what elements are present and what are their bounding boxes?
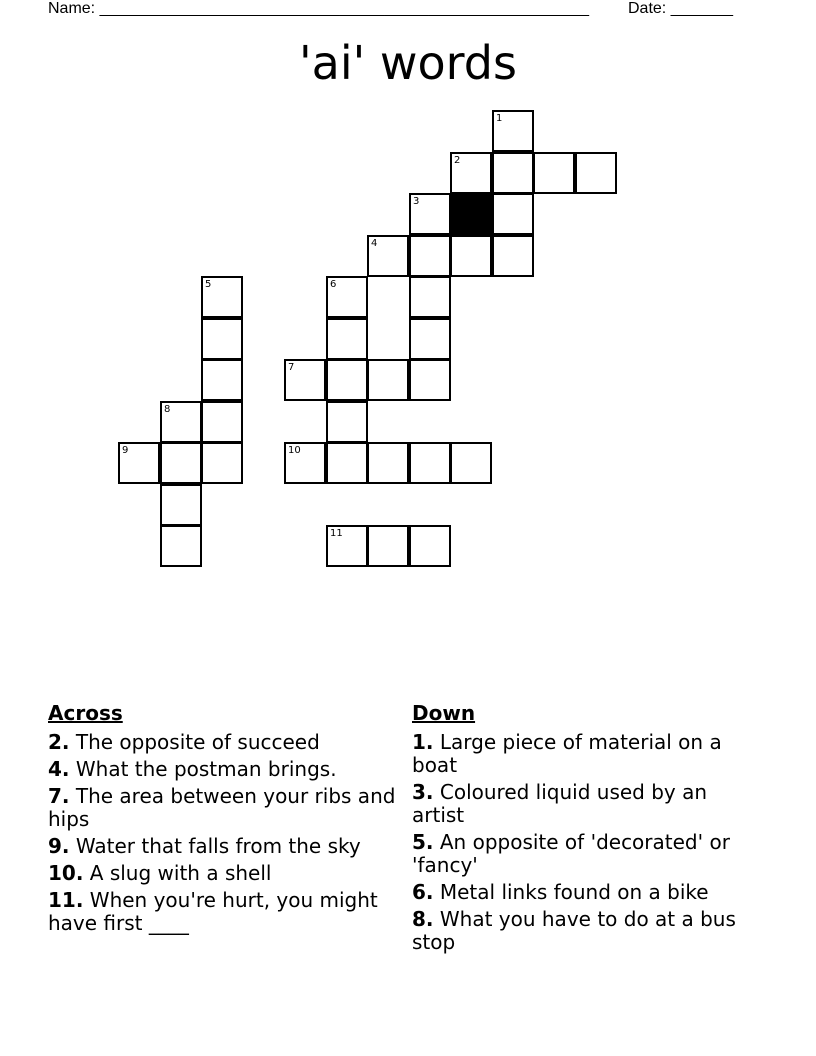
clue-num: 2. xyxy=(48,730,70,754)
grid-cell-7[interactable] xyxy=(284,359,326,401)
grid-cell[interactable] xyxy=(409,276,451,318)
clue-num: 4. xyxy=(48,757,70,781)
grid-cell[interactable] xyxy=(492,235,534,277)
grid-cell-4[interactable] xyxy=(367,235,409,277)
clue-text: An opposite of 'decorated' or 'fancy' xyxy=(412,830,730,877)
clue-number: 3 xyxy=(413,196,420,207)
grid-cell[interactable] xyxy=(492,152,534,194)
clue-number: 11 xyxy=(330,528,343,539)
grid-cell[interactable] xyxy=(409,235,451,277)
clue-number: 9 xyxy=(122,445,129,456)
grid-cell-1[interactable] xyxy=(492,110,534,152)
grid-cell[interactable] xyxy=(367,359,409,401)
grid-cell-10[interactable] xyxy=(284,442,326,484)
grid-cell[interactable] xyxy=(160,484,202,526)
clue-text: Large piece of material on a boat xyxy=(412,730,722,777)
grid-cell[interactable] xyxy=(326,442,368,484)
clue-item xyxy=(48,862,398,885)
grid-cell[interactable] xyxy=(201,442,243,484)
grid-cell-11[interactable] xyxy=(326,525,368,567)
clue-num: 9. xyxy=(48,834,70,858)
clue-item xyxy=(412,781,762,827)
grid-cell[interactable] xyxy=(326,318,368,360)
clue-number: 4 xyxy=(371,238,378,249)
grid-cell[interactable] xyxy=(575,152,617,194)
clue-item xyxy=(48,835,398,858)
grid-cell[interactable] xyxy=(409,359,451,401)
clue-text: What you have to do at a bus stop xyxy=(412,907,736,954)
grid-cell-8[interactable] xyxy=(160,401,202,443)
clue-text: A slug with a shell xyxy=(83,861,272,885)
clue-number: 1 xyxy=(496,113,503,124)
grid-cell[interactable] xyxy=(160,442,202,484)
grid-cell[interactable] xyxy=(201,359,243,401)
grid-cell[interactable] xyxy=(160,525,202,567)
clue-text: The opposite of succeed xyxy=(69,730,320,754)
grid-cell-9[interactable] xyxy=(118,442,160,484)
clue-item xyxy=(48,889,398,935)
clue-number: 7 xyxy=(288,362,295,373)
clue-num: 7. xyxy=(48,784,70,808)
grid-cell[interactable] xyxy=(409,318,451,360)
grid-cell[interactable] xyxy=(326,359,368,401)
clue-text: Water that falls from the sky xyxy=(69,834,361,858)
clue-item xyxy=(412,831,762,877)
date-field: Date: _______ xyxy=(628,0,733,17)
clue-num: 3. xyxy=(412,780,434,804)
clue-num: 10. xyxy=(48,861,84,885)
grid-cell[interactable] xyxy=(450,442,492,484)
grid-cell[interactable] xyxy=(201,318,243,360)
clue-num: 11. xyxy=(48,888,84,912)
grid-cell[interactable] xyxy=(409,525,451,567)
grid-cell[interactable] xyxy=(201,401,243,443)
page-title: 'ai' words xyxy=(299,36,517,90)
clue-text: What the postman brings. xyxy=(69,757,337,781)
grid-cell-2[interactable] xyxy=(450,152,492,194)
clue-item xyxy=(412,731,762,777)
grid-cell[interactable] xyxy=(450,235,492,277)
clue-text: Metal links found on a bike xyxy=(433,880,709,904)
clue-item xyxy=(48,731,398,754)
clue-item xyxy=(48,785,398,831)
clue-number: 8 xyxy=(164,404,171,415)
grid-cell[interactable] xyxy=(367,525,409,567)
grid-cell[interactable] xyxy=(492,193,534,235)
name-field: Name: _______________________________________________________ xyxy=(48,0,589,17)
grid-cell[interactable] xyxy=(409,442,451,484)
clue-item xyxy=(48,758,398,781)
grid-cell-6[interactable] xyxy=(326,276,368,318)
grid-cell-3[interactable] xyxy=(409,193,451,235)
grid-cell[interactable] xyxy=(533,152,575,194)
clue-num: 5. xyxy=(412,830,434,854)
clue-text: Coloured liquid used by an artist xyxy=(412,780,708,827)
clue-text: When you're hurt, you might have first ____ xyxy=(48,888,378,935)
clue-number: 2 xyxy=(454,155,461,166)
clue-item xyxy=(412,908,762,954)
black-cell xyxy=(450,193,492,235)
clue-text: The area between your ribs and hips xyxy=(48,784,396,831)
clue-num: 6. xyxy=(412,880,434,904)
across-heading: Across xyxy=(48,701,123,725)
clue-num: 8. xyxy=(412,907,434,931)
clue-num: 1. xyxy=(412,730,434,754)
clue-number: 6 xyxy=(330,279,337,290)
grid-cell[interactable] xyxy=(367,442,409,484)
clue-number: 10 xyxy=(288,445,301,456)
grid-cell-5[interactable] xyxy=(201,276,243,318)
grid-cell[interactable] xyxy=(326,401,368,443)
down-clues xyxy=(412,702,762,958)
clue-number: 5 xyxy=(205,279,212,290)
clue-item xyxy=(412,881,762,904)
across-clues xyxy=(48,702,398,939)
down-heading: Down xyxy=(412,701,476,725)
